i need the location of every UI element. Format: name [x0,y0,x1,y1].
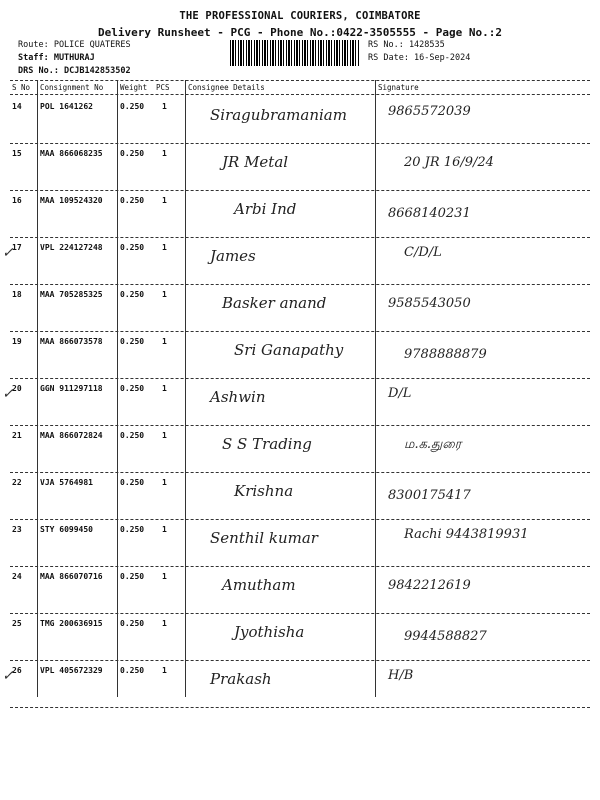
row-signature-handwritten: D/L [388,386,412,401]
row-sno: 20 [12,384,22,393]
col-sno: S No [12,83,31,92]
rs-date: RS Date: 16-Sep-2024 [368,53,471,63]
row-pcs: 1 [162,525,167,534]
table-row [10,613,590,661]
row-weight: 0.250 [120,666,145,675]
row-signature-handwritten: 9585543050 [388,296,471,311]
row-pcs: 1 [162,384,167,393]
barcode [230,40,360,66]
row-weight: 0.250 [120,525,145,534]
staff-label: Staff: MUTHURAJ [18,53,95,63]
row-consignee-handwritten: Krishna [234,482,294,500]
row-signature-handwritten: C/D/L [404,245,442,260]
row-pcs: 1 [162,337,167,346]
row-pcs: 1 [162,431,167,440]
row-consignee-handwritten: S S Trading [222,435,312,453]
row-pcs: 1 [162,666,167,675]
row-pcs: 1 [162,102,167,111]
table-row [10,96,590,144]
row-consignment-no: MAA 705285325 [40,290,103,299]
row-consignee-handwritten: Senthil kumar [210,529,318,547]
row-weight: 0.250 [120,196,145,205]
row-pcs: 1 [162,243,167,252]
row-consignment-no: STY 6099450 [40,525,93,534]
row-consignee-handwritten: Amutham [222,576,296,594]
row-sno: 24 [12,572,22,581]
col-pcs: PCS [156,83,170,92]
row-pcs: 1 [162,196,167,205]
row-divider [10,707,590,708]
row-weight: 0.250 [120,337,145,346]
row-signature-handwritten: H/B [388,668,414,683]
row-consignee-handwritten: Arbi Ind [234,200,297,218]
col-weight: Weight [120,83,148,92]
row-consignee-handwritten: Sri Ganapathy [234,341,344,359]
row-consignment-no: MAA 866073578 [40,337,103,346]
row-sno: 15 [12,149,22,158]
table-header-rule [10,94,590,95]
row-consignment-no: MAA 866070716 [40,572,103,581]
table-row [2,237,590,285]
table-row [10,331,590,379]
row-consignment-no: GGN 911297118 [40,384,103,393]
row-consignment-no: VJA 5764981 [40,478,93,487]
row-signature-handwritten: 8668140231 [388,206,471,221]
row-signature-handwritten: 9865572039 [388,104,471,119]
row-consignment-no: TMG 200636915 [40,619,103,628]
table-row [10,284,590,332]
row-sno: 26 [12,666,22,675]
row-signature-handwritten: 9944588827 [404,629,487,644]
runsheet-title: Delivery Runsheet - PCG - Phone No.:0422-3505555 - Page No.:2 [98,26,502,39]
row-pcs: 1 [162,619,167,628]
row-consignment-no: VPL 224127248 [40,243,103,252]
row-sno: 25 [12,619,22,628]
row-pcs: 1 [162,572,167,581]
row-consignee-handwritten: Siragubramaniam [210,106,347,124]
row-weight: 0.250 [120,619,145,628]
row-signature-handwritten: 20 JR 16/9/24 [404,155,494,170]
table-row [2,660,590,708]
row-sno: 16 [12,196,22,205]
row-pcs: 1 [162,149,167,158]
row-consignee-handwritten: Ashwin [210,388,266,406]
row-sno: 21 [12,431,22,440]
row-sno: 22 [12,478,22,487]
table-row [10,425,590,473]
row-consignee-handwritten: James [210,247,256,265]
margin-tick-mark: ✓ [2,245,14,261]
row-consignment-no: MAA 866072824 [40,431,103,440]
row-weight: 0.250 [120,290,145,299]
row-signature-handwritten: 9842212619 [388,578,471,593]
row-weight: 0.250 [120,431,145,440]
table-row [10,519,590,567]
row-weight: 0.250 [120,102,145,111]
table-top-rule [10,80,590,81]
row-consignment-no: POL 1641262 [40,102,93,111]
row-consignment-no: MAA 866068235 [40,149,103,158]
margin-tick-mark: ✓ [2,386,14,402]
row-signature-handwritten: ம.க.துரை [404,437,462,452]
rs-number: RS No.: 1428535 [368,40,445,50]
row-consignee-handwritten: Basker anand [222,294,327,312]
row-signature-handwritten: 8300175417 [388,488,471,503]
row-weight: 0.250 [120,384,145,393]
row-consignee-handwritten: Prakash [210,670,272,688]
row-sno: 14 [12,102,22,111]
drs-number: DRS No.: DCJB142853502 [18,66,131,76]
col-signature: Signature [378,83,419,92]
table-row [10,566,590,614]
row-sno: 19 [12,337,22,346]
row-pcs: 1 [162,290,167,299]
col-consignee: Consignee Details [188,83,265,92]
table-row [10,143,590,191]
row-weight: 0.250 [120,478,145,487]
row-weight: 0.250 [120,243,145,252]
table-row [10,472,590,520]
row-weight: 0.250 [120,572,145,581]
row-consignee-handwritten: Jyothisha [234,623,305,641]
row-sno: 17 [12,243,22,252]
margin-tick-mark: ✓ [2,668,14,684]
company-title: THE PROFESSIONAL COURIERS, COIMBATORE [179,10,421,22]
row-sno: 18 [12,290,22,299]
row-weight: 0.250 [120,149,145,158]
table-row [10,190,590,238]
table-row [2,378,590,426]
row-pcs: 1 [162,478,167,487]
row-consignment-no: VPL 405672329 [40,666,103,675]
row-consignee-handwritten: JR Metal [222,153,289,171]
row-signature-handwritten: 9788888879 [404,347,487,362]
route-label: Route: POLICE QUATERES [18,40,131,50]
row-consignment-no: MAA 109524320 [40,196,103,205]
col-consignment: Consignment No [40,83,104,92]
row-signature-handwritten: Rachi 9443819931 [404,527,529,542]
row-sno: 23 [12,525,22,534]
